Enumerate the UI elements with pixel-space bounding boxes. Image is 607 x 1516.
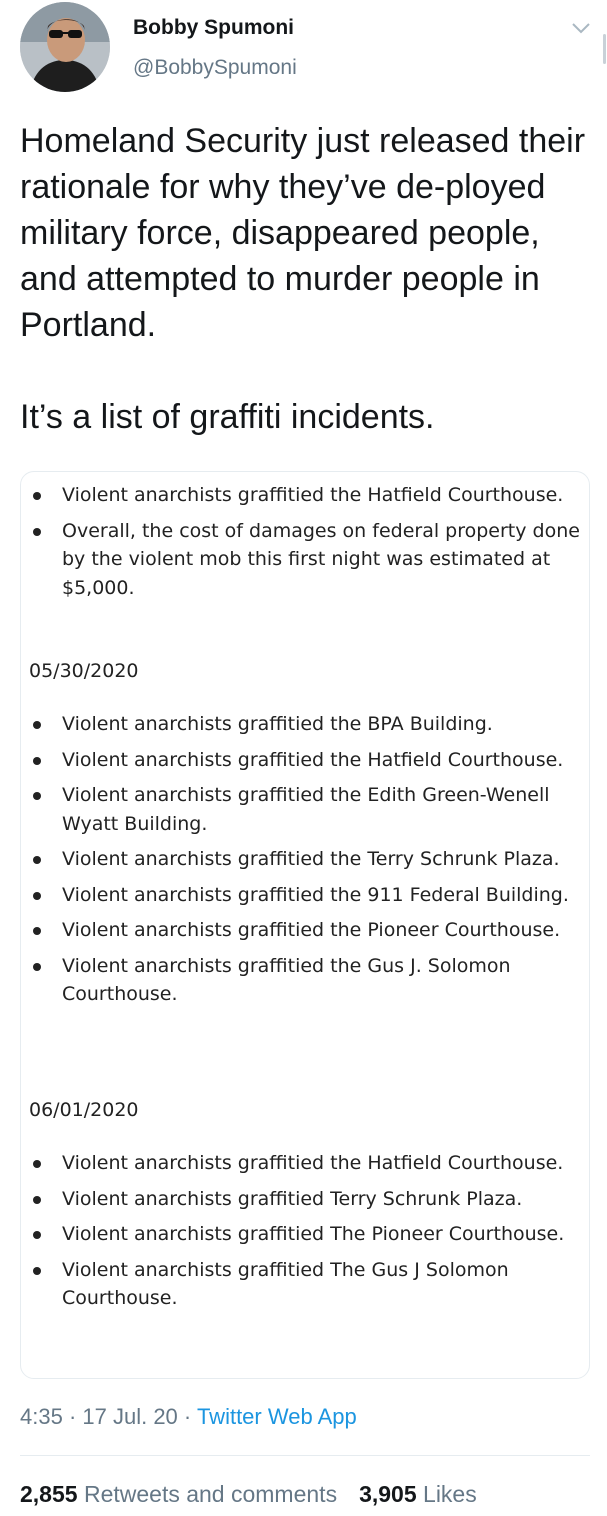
likes-count: 3,905 <box>359 1481 417 1507</box>
list-item <box>21 481 581 510</box>
list-item <box>21 1220 581 1249</box>
bullet-icon <box>33 963 41 971</box>
scroll-indicator <box>603 34 606 64</box>
meta-separator: · <box>62 1404 83 1429</box>
list-item-text: Violent anarchists graffitied The Pioneer Courthouse. <box>62 1223 565 1245</box>
retweets-stat[interactable] <box>20 1481 337 1507</box>
bullet-icon <box>33 757 41 765</box>
list-item-text: Violent anarchists graffitied the Edith Green-Wenell Wyatt Building. <box>62 784 550 835</box>
list-item <box>21 916 581 945</box>
tweet-text <box>20 118 595 440</box>
list-item-text: Violent anarchists graffitied The Gus J Solomon Courthouse. <box>62 1258 509 1309</box>
list-item <box>21 710 581 739</box>
list-item-text: Violent anarchists graffitied the Gus J. Solomon Courthouse. <box>62 954 511 1005</box>
list-item <box>21 517 581 603</box>
tweet-meta <box>20 1404 357 1430</box>
avatar[interactable] <box>20 2 110 92</box>
likes-label: Likes <box>423 1481 477 1507</box>
list-item-text: Overall, the cost of damages on federal property done by the violent mob this first night was estimated at $5,000. <box>62 519 580 599</box>
list-item <box>21 1185 581 1214</box>
incident-list <box>21 710 581 1016</box>
list-item-text: Violent anarchists graffitied the Terry Schrunk Plaza. <box>62 848 560 870</box>
list-item-text: Violent anarchists graffitied the 911 Federal Building. <box>62 883 569 906</box>
divider <box>20 1455 590 1456</box>
bullet-icon <box>33 1196 41 1204</box>
list-item <box>21 881 581 910</box>
bullet-icon <box>33 492 41 500</box>
list-item <box>21 1149 581 1178</box>
section-date: 05/30/2020 <box>29 660 139 682</box>
incident-list <box>21 481 581 609</box>
tweet-time[interactable]: 4:35 <box>20 1404 63 1429</box>
tweet-paragraph: Homeland Security just released their rationale for why they’ve de-ployed military force, disappeared people, and attempted to murder people in Portland. <box>20 122 595 344</box>
tweet-paragraph: It’s a list of graffiti incidents. <box>20 398 435 436</box>
tweet-date[interactable]: 17 Jul. 20 <box>82 1404 178 1429</box>
list-item <box>21 845 581 874</box>
attached-image-card[interactable] <box>20 471 590 1379</box>
list-item <box>21 746 581 775</box>
likes-stat[interactable] <box>359 1481 477 1507</box>
author-handle[interactable]: @BobbySpumoni <box>133 56 297 79</box>
bullet-icon <box>33 856 41 864</box>
bullet-icon <box>33 1160 41 1168</box>
tweet-stats <box>20 1481 477 1508</box>
section-date: 06/01/2020 <box>29 1099 139 1121</box>
list-item <box>21 1256 581 1313</box>
meta-separator: · <box>177 1404 197 1429</box>
list-item-text: Violent anarchists graffitied the BPA Building. <box>62 713 493 735</box>
bullet-icon <box>33 1267 41 1275</box>
bullet-icon <box>33 1231 41 1239</box>
bullet-icon <box>33 721 41 729</box>
retweets-label: Retweets and comments <box>83 1481 338 1507</box>
tweet-source-link[interactable]: Twitter Web App <box>196 1404 357 1429</box>
bullet-icon <box>33 792 41 800</box>
list-item-text: Violent anarchists graffitied the Hatfield Courthouse. <box>62 748 564 771</box>
bullet-icon <box>33 927 41 935</box>
list-item <box>21 781 581 838</box>
chevron-down-icon[interactable] <box>570 17 592 39</box>
bullet-icon <box>33 892 41 900</box>
incident-list <box>21 1149 581 1320</box>
list-item-text: Violent anarchists graffitied the Hatfield Courthouse. <box>62 1152 564 1174</box>
list-item-text: Violent anarchists graffitied the Hatfield Courthouse. <box>62 484 564 506</box>
list-item <box>21 952 581 1009</box>
retweets-count: 2,855 <box>20 1481 78 1507</box>
list-item-text: Violent anarchists graffitied Terry Schrunk Plaza. <box>62 1187 523 1210</box>
tweet-header <box>20 2 607 92</box>
bullet-icon <box>33 528 41 536</box>
author-name[interactable]: Bobby Spumoni <box>133 16 294 39</box>
list-item-text: Violent anarchists graffitied the Pioneer Courthouse. <box>62 919 561 941</box>
